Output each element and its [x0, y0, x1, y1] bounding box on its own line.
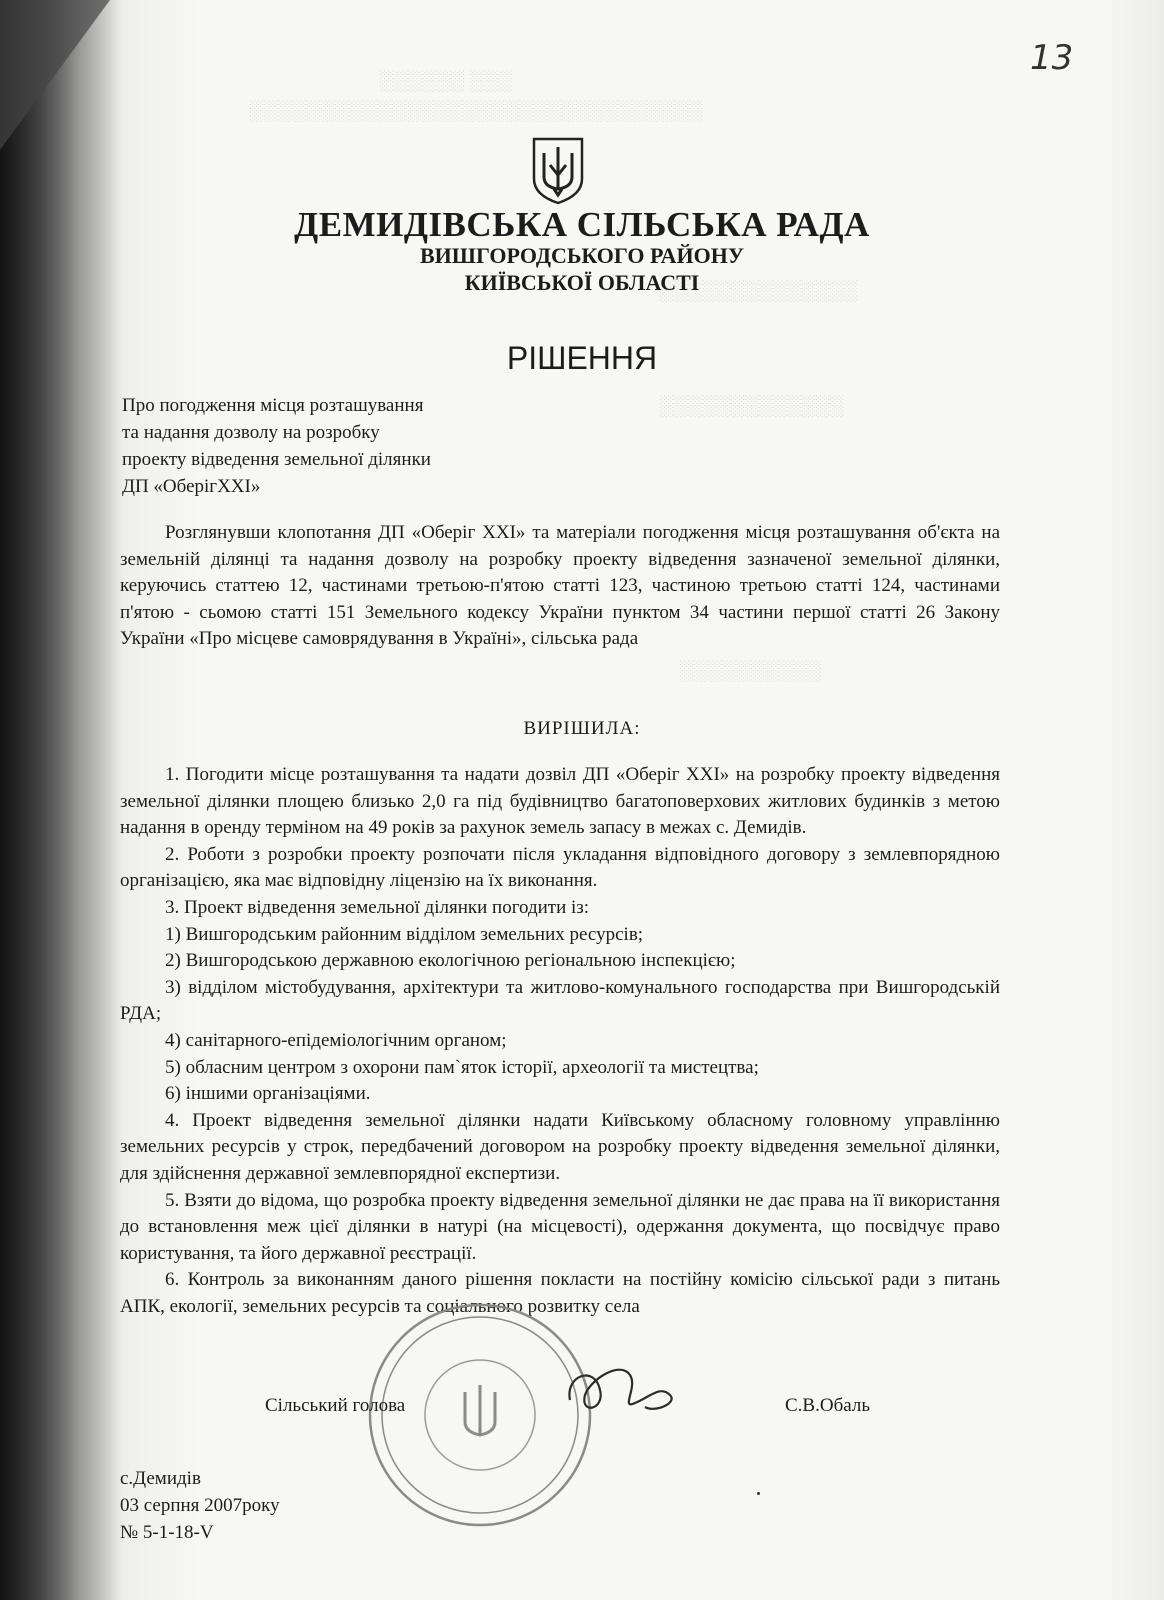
date: 03 серпня 2007року — [120, 1495, 280, 1516]
bleed-through: ░░░ ░░░░░░ — [380, 70, 513, 92]
council-name: ДЕМИДІВСЬКА СІЛЬСЬКА РАДА — [294, 205, 870, 244]
signatory-title: Сільський голова — [265, 1395, 406, 1416]
district-name: ВИШГОРОДСЬКОГО РАЙОНУ — [420, 243, 744, 268]
document-title: РІШЕННЯ — [506, 340, 658, 376]
decided-heading: ВИРІШИЛА: — [523, 718, 641, 739]
item-6: 6. Контроль за виконанням даного рішення покласти на постійну комісію сільської ради з питань АПК, екології, земельних ресурсів та соціального розвитку села — [120, 1269, 1000, 1317]
subject-line: ДП «ОберігXXI» — [122, 476, 261, 497]
page-number: 13 — [1030, 38, 1074, 78]
item-3-sub-6: 6) іншими організаціями. — [165, 1083, 371, 1105]
item-5: 5. Взяти до відома, що розробка проекту відведення земельної ділянки не дає права на її використання до встановлення меж цієї ділянки в натурі (на місцевості), одержання документа, що посвідчує право користування, та його державної реєстрації. — [120, 1189, 1000, 1264]
subject-line: проекту відведення земельної ділянки — [122, 449, 431, 470]
region-name: КИЇВСЬКОЇ ОБЛАСТІ — [464, 270, 700, 295]
item-3-sub-5: 5) обласним центром з охорони пам`яток історії, археології та мистецтва; — [165, 1056, 759, 1078]
bleed-through: ░░░░░░░░░░░░░ — [660, 395, 845, 417]
trident-coat-of-arms-icon — [530, 135, 586, 205]
bleed-through: ░░░░░░░░░░ — [680, 660, 822, 682]
decision-subject — [122, 392, 431, 500]
preamble-text: Розглянувши клопотання ДП «Оберіг XXI» та матеріали погодження місця розташування об'єкта на земельній ділянці та надання дозволу на розробку проекту відведення зазначеної земельної ділянки, керуючись статтею 12, частинами третьою-п'ятою статті 123, частиною третьою статті 124, частинами п'ятою - сьомою статті 151 Земельного кодексу України пунктом 34 частини першої статті 26 Закону України «Про місцеве самоврядування в Україні», сільська рада — [120, 522, 1000, 650]
document-number: № 5-1-18-V — [120, 1522, 214, 1543]
item-3-sub-2: 2) Вишгородською державною екологічною регіональною інспекцією; — [165, 950, 736, 972]
handwritten-signature — [560, 1355, 690, 1425]
decision-items — [120, 762, 1000, 1320]
preamble — [120, 520, 1000, 653]
folded-corner — [0, 0, 110, 150]
document-footer — [120, 1465, 280, 1546]
item-1: 1. Погодити місце розташування та надати дозвіл ДП «Оберіг XXI» на розробку проекту відведення земельної ділянки площею близько 2,0 га під будівництво багатоповерхових житлових будинків з метою надання в оренду терміном на 49 років за рахунок земель запасу в межах с. Демидів. — [120, 764, 1000, 839]
item-2: 2. Роботи з розробки проекту розпочати після укладання відповідного договору з землевпорядною організацією, яка має відповідну ліцензію на їх виконання. — [120, 843, 1000, 892]
bleed-through: ░░░░░░░░░░░░░░░░░░░░░░░░░░░░░░░░ — [250, 100, 704, 122]
item-3-sub-3: 3) відділом містобудування, архітектури та житлово-комунального господарства при Вишгородській РДА; — [120, 976, 1000, 1025]
ink-dot — [757, 1492, 760, 1495]
signatory-name: С.В.Обаль — [785, 1395, 870, 1416]
item-3-sub-1: 1) Вишгородським районним відділом земельних ресурсів; — [165, 923, 644, 945]
subject-line: та надання дозволу на розробку — [122, 422, 380, 443]
item-3-sub-4: 4) санітарного-епідеміологічним органом; — [165, 1029, 507, 1051]
item-3: 3. Проект відведення земельної ділянки погодити із: — [165, 896, 590, 918]
item-4: 4. Проект відведення земельної ділянки надати Київському обласному головному управлінню земельних ресурсів у строк, передбачений договором на розробку проекту відведення земельної ділянки, для здійснення державної землевпорядної експертизи. — [120, 1109, 1000, 1184]
place: с.Демидів — [120, 1468, 201, 1489]
subject-line: Про погодження місця розташування — [122, 395, 424, 416]
bleed-through: ░░░░░░░░░░░░░░ — [660, 280, 859, 302]
